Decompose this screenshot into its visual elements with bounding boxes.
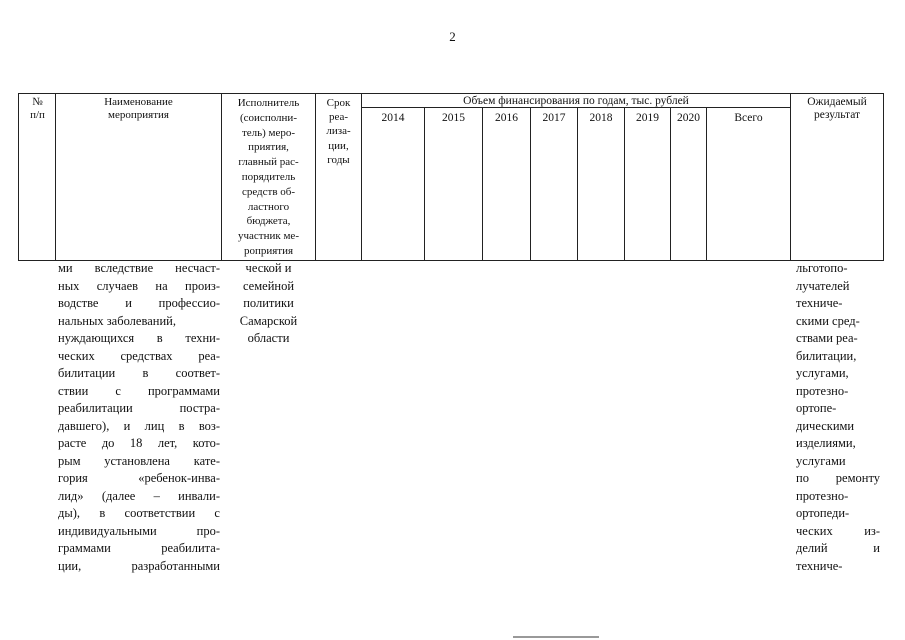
name-line: ции, разработанными bbox=[58, 558, 220, 573]
result-line: ортопе- bbox=[796, 401, 837, 415]
header-col-term: Срок реа- лиза- ции, годы bbox=[326, 97, 351, 166]
header-col-executor: Исполнитель (соисполни- тель) меро- приятия, главный рас- порядитель средств об- ластного бюджета, участник ме- роприятия bbox=[237, 97, 300, 257]
name-line: нуждающихся в техни- bbox=[58, 331, 220, 345]
result-line: ческих из- bbox=[796, 523, 880, 538]
row-result-text bbox=[796, 260, 880, 575]
executor-line: Самарской bbox=[239, 313, 298, 328]
result-line: билитации, bbox=[796, 348, 857, 363]
executor-line: ческой и bbox=[245, 261, 292, 275]
name-line: расте до 18 лет, кото- bbox=[58, 436, 220, 450]
header-year-2015: 2015 bbox=[442, 112, 465, 124]
result-line: услугами, bbox=[796, 366, 849, 380]
header-year-2020: 2020 bbox=[677, 112, 700, 124]
name-line: водстве и профессио- bbox=[58, 296, 220, 310]
name-line: граммами реабилита- bbox=[58, 541, 220, 555]
result-line: по ремонту bbox=[796, 471, 880, 485]
result-line: услугами bbox=[796, 453, 846, 468]
header-col-name: Наименование мероприятия bbox=[104, 96, 173, 121]
result-line: скими сред- bbox=[796, 313, 860, 328]
name-line: нальных заболеваний, bbox=[58, 313, 176, 328]
name-line: ды), в соответствии с bbox=[58, 506, 220, 520]
result-line: дическими bbox=[796, 418, 855, 433]
name-line: ческих средствах реа- bbox=[58, 348, 220, 363]
header-year-2017: 2017 bbox=[542, 112, 566, 124]
result-line: протезно- bbox=[796, 383, 849, 398]
name-line: билитации в соответ- bbox=[58, 366, 220, 380]
result-line: техниче- bbox=[796, 558, 843, 573]
header-year-2019: 2019 bbox=[636, 112, 659, 124]
scan-artifact-line bbox=[513, 636, 599, 638]
result-line: льготопо- bbox=[796, 261, 848, 275]
result-line: лучателей bbox=[796, 278, 850, 293]
header-col-result: Ожидаемый результат bbox=[807, 96, 867, 121]
name-line: гория «ребенок-инва- bbox=[58, 471, 220, 485]
result-line: ствами реа- bbox=[796, 331, 858, 345]
result-line: техниче- bbox=[796, 296, 843, 310]
header-col-financing: Объем финансирования по годам, тыс. рублей bbox=[463, 95, 689, 107]
header-col-number: № п/п bbox=[30, 96, 45, 121]
result-line: протезно- bbox=[796, 488, 849, 503]
name-line: ствии с программами bbox=[58, 383, 220, 398]
executor-line: семейной bbox=[242, 278, 295, 293]
name-line: лид» (далее – инвали- bbox=[58, 488, 220, 503]
name-line: рым установлена кате- bbox=[58, 453, 220, 468]
name-line: ных случаев на произ- bbox=[58, 278, 220, 293]
page-number: 2 bbox=[449, 29, 456, 44]
name-line: давшего), и лиц в воз- bbox=[58, 418, 220, 433]
result-line: ортопеди- bbox=[796, 506, 850, 520]
executor-line: области bbox=[247, 331, 290, 345]
row-executor-text bbox=[222, 260, 315, 348]
name-line: реабилитации постра- bbox=[58, 401, 220, 415]
result-line: делий и bbox=[796, 541, 880, 555]
header-year-2018: 2018 bbox=[589, 112, 613, 124]
row-name-text bbox=[58, 260, 220, 575]
header-year-2016: 2016 bbox=[495, 112, 518, 124]
header-year-2014: 2014 bbox=[381, 112, 405, 124]
result-line: изделиями, bbox=[796, 436, 856, 450]
executor-line: политики bbox=[243, 296, 294, 310]
name-line: индивидуальными про- bbox=[58, 523, 220, 538]
header-total: Всего bbox=[734, 112, 763, 124]
name-line: ми вследствие несчаст- bbox=[58, 261, 220, 275]
